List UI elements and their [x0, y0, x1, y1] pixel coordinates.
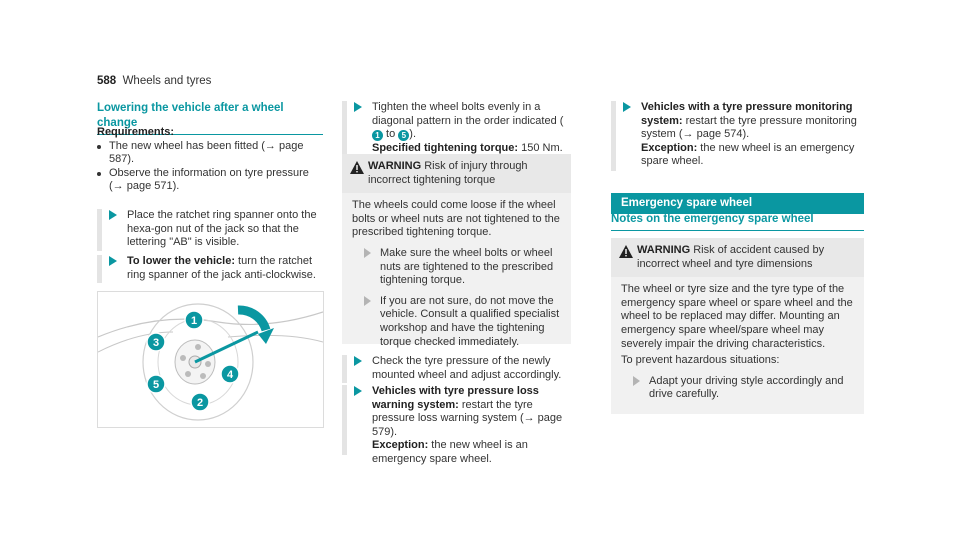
step-bar — [342, 385, 347, 455]
section-title: Wheels and tyres — [122, 75, 212, 87]
exception-label: Exception: — [372, 439, 429, 452]
step-body: restart the tyre pressure loss warning system (→ page 579). — [372, 398, 563, 438]
wheel-bolt-figure — [97, 291, 324, 428]
action-arrow-icon — [364, 248, 371, 258]
step-arrow-icon — [354, 356, 362, 366]
action-arrow-icon — [364, 296, 371, 306]
step-check-pressure — [342, 355, 571, 383]
step-text — [641, 101, 863, 169]
requirements-block — [97, 126, 322, 194]
step-tighten-bolts — [342, 101, 571, 157]
requirement-item — [97, 140, 322, 167]
step-bar — [97, 209, 102, 251]
step-bold-label: Vehicles with a tyre pressure monitoring system: — [641, 101, 853, 127]
step-monitoring-system — [611, 101, 863, 171]
exception-label: Exception: — [641, 141, 698, 154]
number-badge-icon: 1 — [372, 130, 383, 141]
step-bold-label: Vehicles with tyre pressure loss warning system: — [372, 385, 539, 411]
warning-header — [611, 238, 864, 277]
notes-section-title: Notes on the emergency spare wheel — [611, 212, 864, 231]
step-place-spanner — [97, 209, 322, 251]
bolt-label-text: 1 — [190, 315, 198, 327]
step-bar — [342, 101, 347, 157]
warning-header — [342, 154, 571, 193]
step-body: restart the tyre pressure monitoring system (→ page 574). — [641, 114, 857, 141]
requirement-text: Observe the information on tyre pressure (→ page 571). — [109, 166, 309, 193]
lowering-section-title: Lowering the vehicle after a wheel change — [97, 101, 323, 135]
bullet-icon — [97, 145, 101, 149]
page-header — [97, 74, 211, 88]
warning-action — [621, 375, 854, 402]
requirement-item — [97, 167, 322, 194]
action-arrow-icon — [633, 376, 640, 386]
step-bar — [97, 255, 102, 283]
step-text: Check the tyre pressure of the newly mounted wheel and adjust accordingly. — [372, 355, 562, 381]
step-text — [372, 385, 571, 467]
warning-text: The wheel or tyre size and the tyre type of the emergency spare wheel or spare wheel and the wheel to be replaced may differ. Mounting an emergency spare wheel/spare wheel may severely impair the driving characteristics. — [621, 283, 853, 350]
warning-torque-box — [342, 154, 571, 348]
warning-title: Risk of accident caused by incorrect wheel and tyre dimensions — [637, 244, 825, 270]
warning-title: Risk of injury through incorrect tightening torque — [368, 160, 528, 186]
torque-value: 150 Nm. — [518, 141, 563, 154]
warning-triangle-icon — [619, 245, 633, 258]
action-text: Make sure the wheel bolts or wheel nuts are tightened to the prescribed tightening torque. — [380, 246, 554, 287]
exception-text: the new wheel is an emergency spare wheel. — [641, 141, 855, 168]
bolt-number-labels — [98, 292, 323, 427]
step-text — [127, 255, 322, 282]
torque-label: Specified tightening torque: — [372, 141, 519, 154]
step-text — [372, 101, 571, 155]
step-lower-vehicle — [97, 255, 322, 283]
step-arrow-icon — [109, 210, 117, 220]
warning-body — [342, 193, 571, 355]
warning-dimensions-box — [611, 238, 864, 414]
step-body: ). — [409, 128, 417, 141]
step-body: turn the ratchet ring spanner of the jack anti-clockwise. — [127, 255, 316, 281]
bullet-icon — [97, 172, 101, 176]
step-arrow-icon — [109, 256, 117, 266]
action-text: If you are not sure, do not move the vehicle. Consult a qualified specialist workshop and have the tightening torque checked immediately. — [380, 294, 560, 348]
warning-action — [352, 247, 561, 288]
bolt-label-text: 4 — [226, 369, 234, 381]
warning-action — [352, 295, 561, 349]
step-bar — [611, 101, 616, 171]
warning-triangle-icon — [350, 161, 364, 174]
number-badge-icon: 5 — [398, 130, 409, 141]
warning-text: The wheels could come loose if the wheel bolts or wheel nuts are not tightened to the prescribed tightening torque. — [352, 199, 560, 239]
bolt-label-text: 3 — [152, 337, 160, 349]
step-body: Tighten the wheel bolts evenly in a diagonal pattern in the order indicated ( — [372, 101, 564, 127]
step-bold-label: To lower the vehicle: — [127, 255, 235, 267]
warning-label: WARNING — [637, 244, 691, 256]
step-loss-warning — [342, 385, 571, 465]
warning-body — [611, 277, 864, 408]
emergency-spare-wheel-banner: Emergency spare wheel — [611, 193, 864, 214]
requirements-label: Requirements: — [97, 126, 175, 138]
exception-text: the new wheel is an emergency spare wheel. — [372, 439, 528, 465]
step-arrow-icon — [623, 102, 631, 112]
step-arrow-icon — [354, 102, 362, 112]
step-bar — [342, 355, 347, 383]
page-number: 588 — [97, 75, 117, 87]
bolt-label-text: 5 — [152, 379, 160, 391]
warning-label: WARNING — [368, 160, 422, 172]
step-text: Place the ratchet ring spanner onto the hexa-gon nut of the jack so that the lettering "AB" is visible. — [127, 209, 317, 249]
warning-text-2: To prevent hazardous situations: — [621, 354, 780, 367]
bolt-label-text: 2 — [196, 397, 204, 409]
requirement-text: The new wheel has been fitted (→ page 587). — [109, 139, 304, 166]
step-arrow-icon — [354, 386, 362, 396]
step-body: to — [383, 128, 399, 141]
action-text: Adapt your driving style accordingly and drive carefully. — [649, 374, 844, 401]
